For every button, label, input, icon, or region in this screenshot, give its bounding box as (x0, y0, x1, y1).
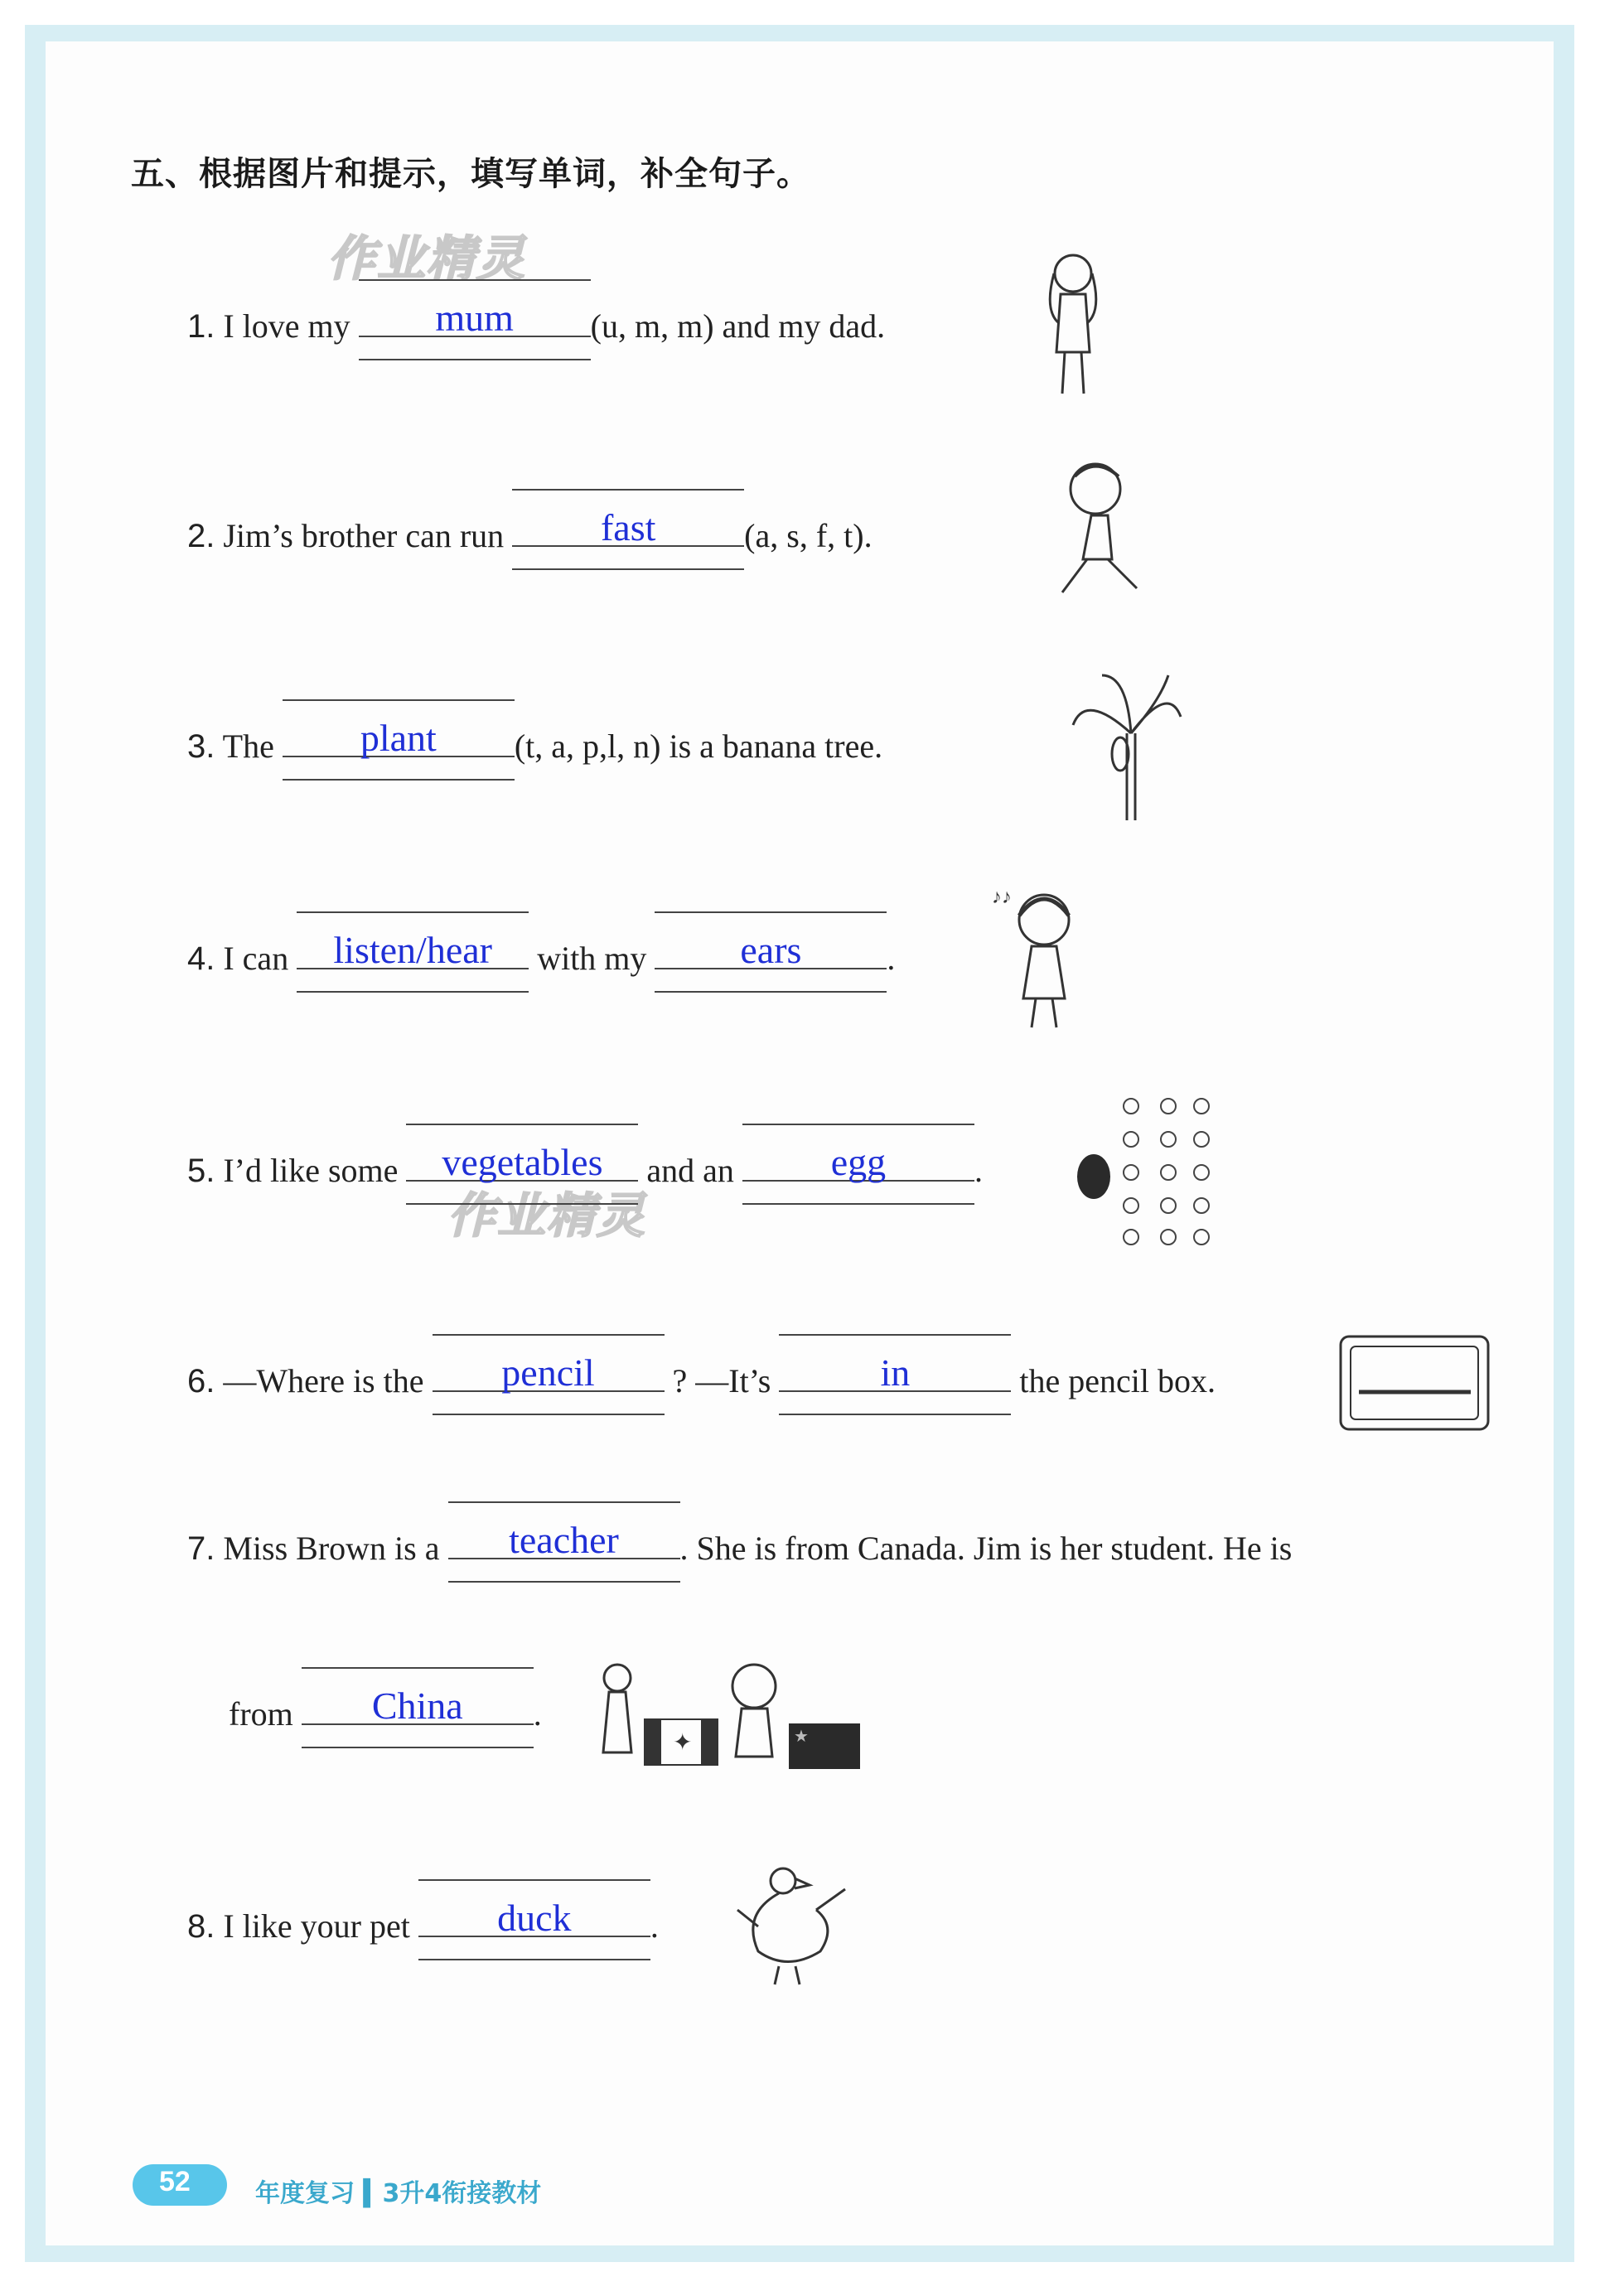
answer-blank-3[interactable]: plant (283, 723, 515, 759)
answer-blank-4a[interactable]: listen/hear (297, 935, 529, 971)
watermark-top: 作业精灵 (327, 230, 527, 287)
answer-blank-6b[interactable]: in (779, 1357, 1011, 1394)
question-5: 5. I’d like some vegetables and an egg . (187, 1141, 983, 1189)
vegetables-icon (1114, 1090, 1222, 1247)
egg-icon (1073, 1152, 1114, 1201)
answer-blank-7[interactable]: teacher (448, 1525, 680, 1561)
girl-headphones-icon (990, 878, 1090, 1032)
answer-blank-5b[interactable]: egg (742, 1147, 974, 1183)
question-6: 6. —Where is the pencil ? —It’s in the pencil box. (187, 1351, 1216, 1399)
answer-blank-8[interactable]: duck (418, 1902, 650, 1939)
answer-blank-4b[interactable]: ears (655, 935, 887, 971)
svg-text:✦: ✦ (673, 1730, 693, 1756)
watermark-middle: 作业精灵 (447, 1187, 647, 1244)
teacher-student-flags-icon (580, 1657, 862, 1773)
question-3: 3. The plant (t, a, p,l, n) is a banana tree. (187, 717, 883, 765)
question-2: 2. Jim’s brother can run fast (a, s, f, t). (187, 506, 873, 554)
answer-blank-5a[interactable]: vegetables (406, 1147, 638, 1183)
page-number: 52 (159, 2166, 191, 2197)
svg-text:★: ★ (794, 1728, 809, 1746)
svg-text:♪♪: ♪♪ (992, 887, 1012, 908)
banana-tree-icon (1069, 667, 1185, 824)
question-7-continued: from China . (229, 1685, 542, 1733)
mother-illustration-icon (1036, 244, 1110, 402)
answer-blank-6a[interactable]: pencil (433, 1357, 665, 1394)
duck-icon (733, 1860, 849, 1989)
question-8: 8. I like your pet duck . (187, 1897, 659, 1945)
answer-blank-1[interactable]: mum (359, 302, 591, 339)
section-heading: 五、根据图片和提示，填写单词，补全句子。 (131, 155, 810, 193)
footer-title: 年度复习 ▍3升4衔接教材 (255, 2179, 542, 2208)
pencil-box-icon (1334, 1330, 1496, 1438)
answer-blank-2[interactable]: fast (512, 512, 744, 549)
question-1: 1. I love my mum (u, m, m) and my dad. (187, 297, 886, 345)
question-4: 4. I can listen/hear with my ears . (187, 929, 896, 977)
answer-blank-7b[interactable]: China (302, 1690, 534, 1727)
running-boy-icon (1046, 456, 1153, 609)
question-7: 7. Miss Brown is a teacher . She is from Canada. Jim is her student. He is (187, 1519, 1293, 1567)
